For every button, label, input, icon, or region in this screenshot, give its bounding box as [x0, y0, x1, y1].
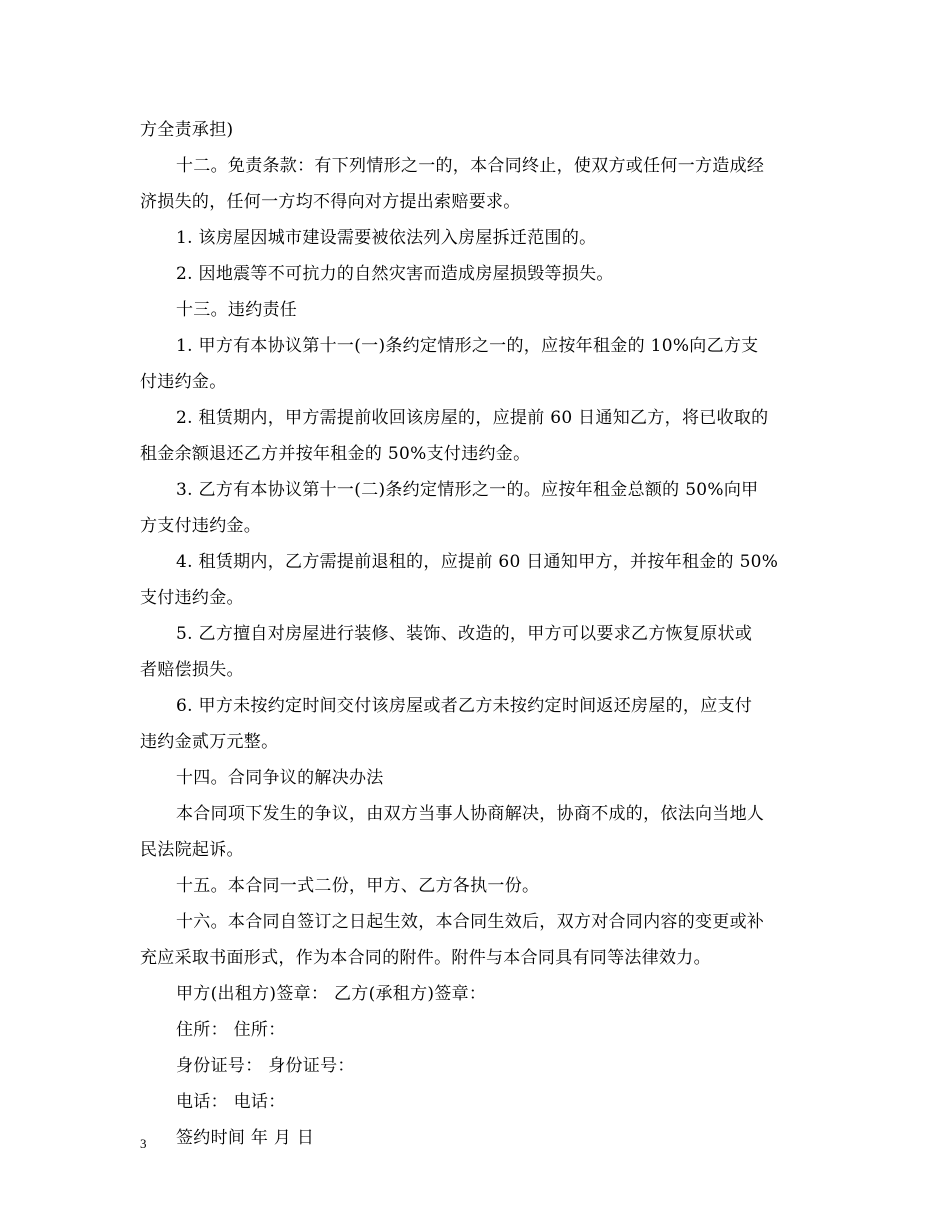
page-number: 3 — [140, 1136, 147, 1151]
address-line: 住所： 住所： — [176, 1020, 286, 1040]
phone-line: 电话： 电话： — [176, 1092, 286, 1112]
text-line: 十六。本合同自签订之日起生效，本合同生效后，双方对合同内容的变更或补 — [176, 912, 765, 932]
text-line: 十二。免责条款：有下列情形之一的，本合同终止，使双方或任何一方造成经 — [176, 156, 765, 176]
text-line: 5. 乙方擅自对房屋进行装修、装饰、改造的，甲方可以要求乙方恢复原状或 — [176, 624, 753, 644]
text-line: 2. 因地震等不可抗力的自然灾害而造成房屋损毁等损失。 — [176, 264, 614, 284]
text-line: 济损失的，任何一方均不得向对方提出索赔要求。 — [140, 192, 521, 212]
text-line: 租金余额退还乙方并按年租金的 50%支付违约金。 — [140, 444, 531, 464]
text-line: 2. 租赁期内，甲方需提前收回该房屋的，应提前 60 日通知乙方，将已收取的 — [176, 408, 769, 428]
text-line: 1. 该房屋因城市建设需要被依法列入房屋拆迁范围的。 — [176, 228, 597, 248]
text-line: 支付违约金。 — [140, 588, 244, 608]
text-line: 付违约金。 — [140, 372, 227, 392]
text-line: 方全责承担) — [140, 120, 234, 140]
text-line: 本合同项下发生的争议，由双方当事人协商解决，协商不成的，依法向当地人 — [176, 804, 765, 824]
id-number-line: 身份证号： 身份证号： — [176, 1056, 355, 1076]
section-heading: 十三。违约责任 — [176, 300, 298, 320]
text-line: 充应采取书面形式，作为本合同的附件。附件与本合同具有同等法律效力。 — [140, 948, 711, 968]
text-line: 违约金贰万元整。 — [140, 732, 279, 752]
text-line: 方支付违约金。 — [140, 516, 262, 536]
section-heading: 十四。合同争议的解决办法 — [176, 768, 384, 788]
signature-line: 甲方(出租方)签章： 乙方(承租方)签章： — [176, 984, 487, 1004]
text-line: 民法院起诉。 — [140, 840, 244, 860]
document-body — [140, 112, 815, 1156]
text-line: 1. 甲方有本协议第十一(一)条约定情形之一的，应按年租金的 10%向乙方支 — [176, 336, 759, 356]
text-line: 者赔偿损失。 — [140, 660, 244, 680]
text-line: 6. 甲方未按约定时间交付该房屋或者乙方未按约定时间返还房屋的，应支付 — [176, 696, 753, 716]
signing-date-line: 签约时间 年 月 日 — [176, 1128, 315, 1148]
text-line: 3. 乙方有本协议第十一(二)条约定情形之一的。应按年租金总额的 50%向甲 — [176, 480, 759, 500]
text-line: 4. 租赁期内，乙方需提前退租的，应提前 60 日通知甲方，并按年租金的 50% — [176, 552, 779, 572]
text-line: 十五。本合同一式二份，甲方、乙方各执一份。 — [176, 876, 540, 896]
